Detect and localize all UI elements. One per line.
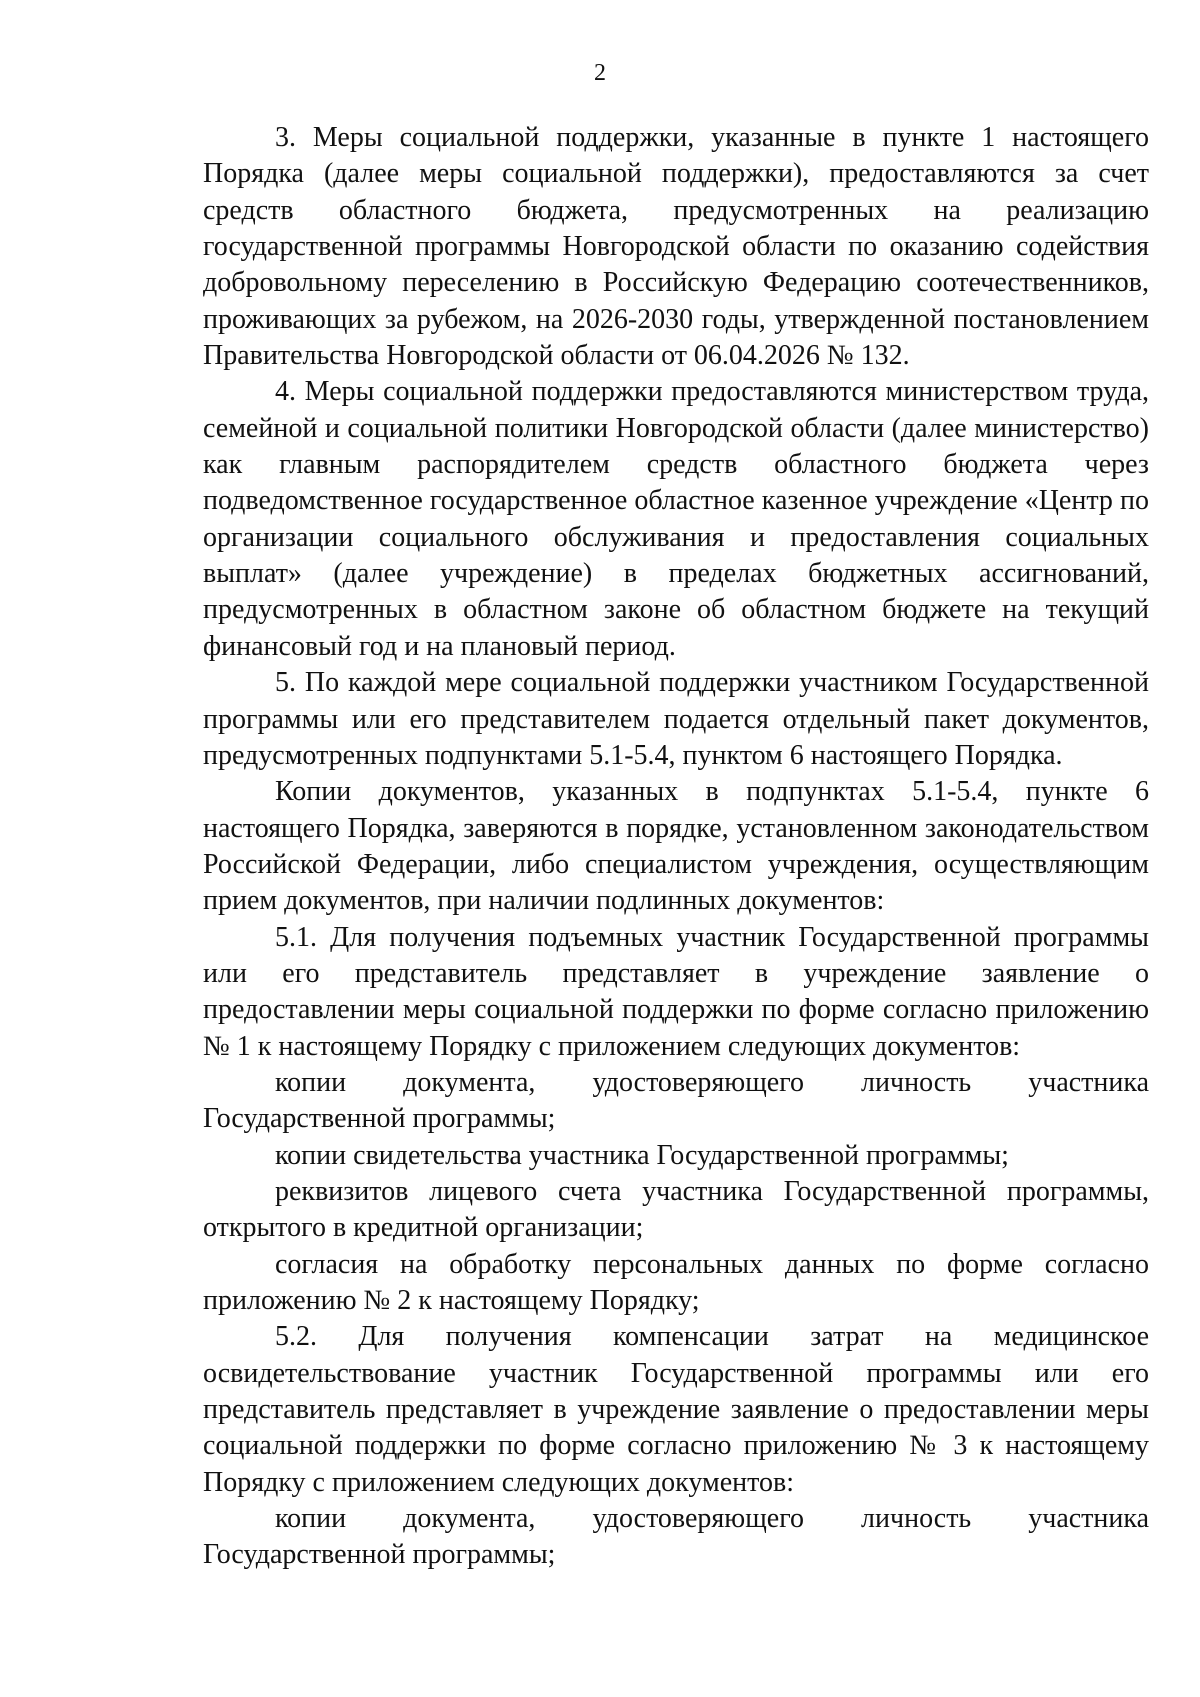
list-item-identity-copy-2: копии документа, удостоверяющего личность участника Государственной программы;: [203, 1503, 1149, 1571]
paragraph-5-2-medical-compensation: 5.2. Для получения компенсации затрат на медицинское освидетельствование участник Государственной программы или его представитель представляет в учреждение заявление о предоставлении меры социальной поддержки по форме согласно приложению № 3 к настоящему Порядку с приложением следующих документов:: [203, 1321, 1149, 1498]
paragraph-5-document-package: 5. По каждой мере социальной поддержки участником Государственной программы или его представителем подается отдельный пакет документов, предусмотренных подпунктами 5.1-5.4, пунктом 6 настоящего Порядка.: [203, 667, 1149, 771]
paragraph-copies-certification: Копии документов, указанных в подпунктах 5.1-5.4, пункте 6 настоящего Порядка, заверяются в порядке, установленном законодательством Российской Федерации, либо специалистом учреждения, осуществляющим прием документов, при наличии подлинных документов:: [203, 776, 1149, 917]
list-item-bank-details: реквизитов лицевого счета участника Государственной программы, открытого в кредитной организации;: [203, 1175, 1149, 1244]
paragraph-3-funding: 3. Меры социальной поддержки, указанные в пункте 1 настоящего Порядка (далее меры социальной поддержки), предоставляются за счет средств областного бюджета, предусмотренных на реализацию государственной программы Новгородской области по оказанию содействия добровольному переселению в Российскую Федерацию соотечественников, проживающих за рубежом, на 2026-2030 годы, утвержденной постановлением Правительства Новгородской области от 06.04.2026 № 132.: [203, 122, 1149, 372]
list-item-identity-copy: копии документа, удостоверяющего личность участника Государственной программы;: [203, 1066, 1149, 1135]
paragraph-5-1-lifting-allowance: 5.1. Для получения подъемных участник Государственной программы или его представитель представляет в учреждение заявление о предоставлении меры социальной поддержки по форме согласно приложению № 1 к настоящему Порядку с приложением следующих документов:: [203, 921, 1149, 1062]
page-number: 2: [594, 60, 606, 86]
document-body: [203, 120, 1149, 1574]
paragraph-4-provider: 4. Меры социальной поддержки предоставляются министерством труда, семейной и социальной политики Новгородской области (далее министерство) как главным распорядителем средств областного бюджета через подведомственное государственное областное казенное учреждение «Центр по организации социального обслуживания и предоставления социальных выплат» (далее учреждение) в пределах бюджетных ассигнований, предусмотренных в областном законе об областном бюджете на текущий финансовый год и на плановый период.: [203, 376, 1149, 662]
list-item-certificate-copy: копии свидетельства участника Государственной программы;: [275, 1139, 1009, 1171]
list-item-data-consent: согласия на обработку персональных данных по форме согласно приложению № 2 к настоящему Порядку;: [203, 1248, 1149, 1316]
